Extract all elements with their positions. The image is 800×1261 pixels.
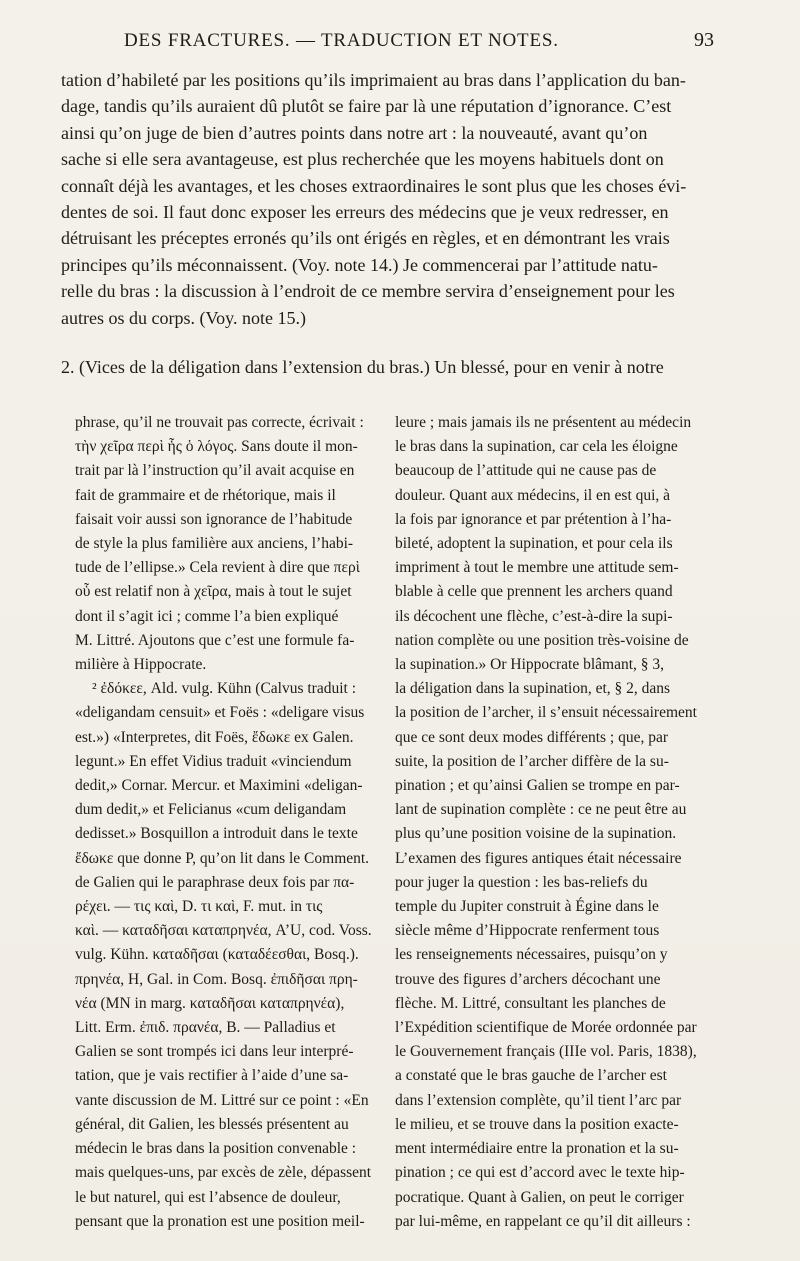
text-line: dentes de soi. Il faut donc exposer les erreurs des médecins que je veux redresser, en	[61, 202, 669, 223]
right-column	[395, 411, 727, 1234]
text-line: ainsi qu’on juge de bien d’autres points dans notre art : la nouveauté, avant qu’on	[61, 122, 648, 143]
note-line: trouve des figures d’archers décochant une	[395, 970, 661, 988]
note-line: a constaté que le bras gauche de l’archer est	[395, 1067, 667, 1085]
note-line: trait par là l’instruction qu’il avait acquise en	[75, 462, 355, 480]
note-line: le Gouvernement français (IIIe vol. Paris, 1838),	[395, 1043, 697, 1061]
note-line: phrase, qu’il ne trouvait pas correcte, écrivait :	[75, 414, 364, 431]
two-column-notes	[61, 411, 738, 1231]
note-line: dedit,» Cornar. Mercur. et Maximini «deligan-	[75, 777, 363, 795]
note-line: Galien se sont trompés ici dans leur interpré-	[75, 1043, 354, 1061]
note-line: tation, que je vais rectifier à l’aide d’une sa-	[75, 1067, 349, 1085]
note-line: οὗ est relatif non à χεῖρα, mais à tout le sujet	[75, 583, 352, 601]
note-line: pensant que la pronation est une position meil-	[75, 1212, 365, 1230]
note-line: plus qu’une position voisine de la supination.	[395, 825, 677, 843]
note-line: νέα (MN in marg. καταδῆσαι καταπρηνέα),	[75, 994, 345, 1012]
note-line: dedisset.» Bosquillon a introduit dans le texte	[75, 825, 358, 843]
note-line: pour juger la question : les bas-reliefs du	[395, 873, 648, 891]
note-line: le but naturel, qui est l’absence de douleur,	[75, 1188, 341, 1206]
page-number: 93	[694, 29, 714, 51]
note-line: pination ; ce qui est d’accord avec le texte hip-	[395, 1164, 685, 1182]
footnote-start: ² ἐδόκεε, Ald. vulg. Kühn (Calvus traduit :	[92, 680, 357, 698]
note-line: pocratique. Quant à Galien, on peut le corriger	[395, 1188, 684, 1206]
note-line: temple du Jupiter construit à Égine dans le	[395, 898, 659, 916]
note-line: siècle même d’Hippocrate renferment tous	[395, 922, 660, 940]
note-line: L’examen des figures antiques était nécessaire	[395, 849, 682, 867]
note-line: bileté, adoptent la supination, et pour cela ils	[395, 535, 673, 553]
note-line: mais quelques-uns, par excès de zèle, dépassent	[75, 1164, 372, 1182]
text-line: sache si elle sera avantageuse, est plus recherchée que les moyens habituels dont on	[61, 149, 664, 170]
note-line: blable à celle que prennent les archers quand	[395, 583, 673, 601]
note-line: ἔδωκε que donne P, qu’on lit dans le Comment.	[75, 849, 370, 867]
note-line: la supination.» Or Hippocrate blâmant, § 3,	[395, 656, 665, 674]
note-line: ils décochent une flèche, c’est-à-dire la supi-	[395, 607, 673, 625]
note-line: que ce sont deux modes différents ; que, par	[395, 728, 669, 746]
note-line: «deligandam censuit» et Foës : «deligare visus	[75, 704, 365, 722]
note-line: milière à Hippocrate.	[75, 656, 207, 674]
note-line: de style la plus familière aux anciens, l’habi-	[75, 535, 354, 553]
note-line: dont il s’agit ici ; comme l’a bien expliqué	[75, 607, 339, 625]
running-title: DES FRACTURES. — TRADUCTION ET NOTES.	[124, 30, 559, 51]
note-line: Litt. Erm. ἐπιδ. πρανέα, B. — Palladius et	[75, 1019, 336, 1037]
note-line: ρέχει. — τις καὶ, D. τι καὶ, F. mut. in τις	[75, 898, 323, 916]
note-line: πρηνέα, H, Gal. in Com. Bosq. ἐπιδῆσαι πρη-	[75, 970, 358, 988]
note-line: M. Littré. Ajoutons que c’est une formule fa-	[75, 631, 355, 649]
note-line: legunt.» En effet Vidius traduit «vinciendum	[75, 752, 352, 770]
note-line: le bras dans la supination, car cela les éloigne	[395, 438, 678, 456]
note-line: la position de l’archer, il s’ensuit nécessairement	[395, 704, 697, 722]
note-line: médecin le bras dans la position convenable :	[75, 1140, 357, 1158]
intro-paragraph	[61, 67, 738, 331]
note-line: pination ; et qu’ainsi Galien se trompe en par-	[395, 777, 680, 795]
note-line: par lui-même, en rappelant ce qu’il dit ailleurs :	[395, 1212, 691, 1230]
note-line: ment intermédiaire entre la pronation et la su-	[395, 1140, 679, 1158]
text-line: détruisant les préceptes erronés qu’ils ont érigés en règles, et en démontrant les vrais	[61, 228, 670, 249]
note-line: flèche. M. Littré, consultant les planches de	[395, 994, 666, 1012]
note-line: la fois par ignorance et par prétention à l’ha-	[395, 510, 672, 528]
note-line: l’Expédition scientifique de Morée ordonnée par	[395, 1019, 697, 1037]
note-line: tude de l’ellipse.» Cela revient à dire que περὶ	[75, 559, 360, 577]
note-line: vulg. Kühn. καταδῆσαι (καταδέεσθαι, Bosq.).	[75, 946, 359, 964]
note-line: le milieu, et se trouve dans la position exacte-	[395, 1115, 679, 1133]
text-line: principes qu’ils méconnaissent. (Voy. note 14.) Je commencerai par l’attitude natu-	[61, 254, 658, 275]
note-line: dans l’extension complète, qu’il tient l’arc par	[395, 1091, 682, 1109]
note-line: καὶ. — καταδῆσαι καταπρηνέα, A’U, cod. Voss.	[75, 922, 372, 940]
note-line: impriment à tout le membre une attitude sem-	[395, 559, 679, 577]
text-line: relle du bras : la discussion à l’endroit de ce membre servira d’enseignement pour les	[61, 281, 675, 302]
note-line: dum dedit,» et Felicianus «cum deligandam	[75, 801, 347, 819]
note-line: les renseignements nécessaires, puisqu’on y	[395, 946, 668, 964]
note-line: leure ; mais jamais ils ne présentent au médecin	[395, 414, 692, 431]
note-line: fait de grammaire et de rhétorique, mais il	[75, 486, 336, 504]
note-line: général, dit Galien, les blessés présentent au	[75, 1115, 349, 1133]
note-line: douleur. Quant aux médecins, il en est qui, à	[395, 486, 671, 504]
note-line: beaucoup de l’attitude qui ne cause pas de	[395, 462, 657, 480]
note-line: lant de supination complète : ce ne peut être au	[395, 801, 687, 819]
note-line: τὴν χεῖρα περὶ ἧς ὁ λόγος. Sans doute il mon-	[75, 438, 358, 456]
note-line: faisait voir aussi son ignorance de l’habitude	[75, 510, 353, 528]
note-line: de Galien qui le paraphrase deux fois par πα-	[75, 873, 355, 891]
note-line: est.») «Interpretes, dit Foës, ἔδωκε ex Galen.	[75, 728, 354, 746]
page-header	[124, 30, 714, 54]
note-line: vante discussion de M. Littré sur ce point : «En	[75, 1091, 369, 1109]
text-line: dage, tandis qu’ils auraient dû plutôt se faire par là une réputation d’ignorance. C’est	[61, 96, 672, 117]
left-column	[75, 411, 395, 1234]
note-line: la déligation dans la supination, et, § 2, dans	[395, 680, 671, 698]
text-line: autres os du corps. (Voy. note 15.)	[61, 307, 306, 328]
section-two-intro: 2. (Vices de la déligation dans l’extension du bras.) Un blessé, pour en venir à notre	[61, 357, 664, 377]
text-line: connaît déjà les avantages, et les choses extraordinaires le sont plus que les choses évi-	[61, 175, 687, 196]
note-line: nation complète ou une position très-voisine de	[395, 631, 689, 649]
text-line: tation d’habileté par les positions qu’ils imprimaient au bras dans l’application du ban-	[61, 70, 686, 90]
note-line: suite, la position de l’archer diffère de la su-	[395, 752, 669, 770]
